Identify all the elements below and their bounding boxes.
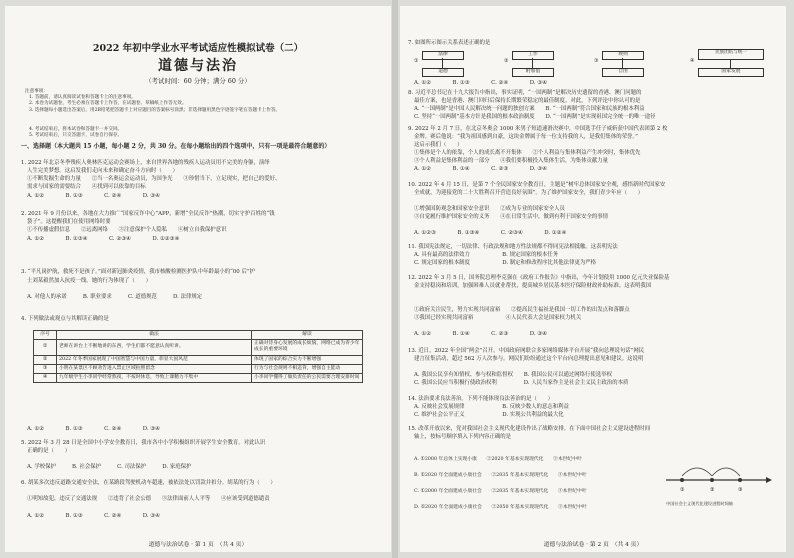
- q4-options: A. ①② B. ①③ C. ②④ D. ③④: [27, 426, 160, 432]
- q10-line: 10. 2022 年 4 月 15 日，是第 7 个全民国家安全教育日，主题是“树牢总体国家安全观，感悟新时代国家安: [408, 182, 666, 188]
- q12-line: 金支持稳岗和培训，加强困难人员就业帮扶，提高城乡居民基本医疗保险财政补助标准。这表明我国: [414, 283, 652, 289]
- q14-line: 14. 法治要求良法善治。下列不能体现良法善治的是（ ）: [408, 396, 554, 402]
- table-header: 解读: [252, 331, 363, 340]
- q14-option: A. 反映社会发展规律 B. 反映少数人的意志和利益: [414, 404, 569, 410]
- q15-line: 15. 改革开放以来，党对我国社会主义现代化建设作出了战略安排。在下面中国社会主义建设进程时间: [408, 426, 651, 432]
- timeline-arc: [712, 468, 740, 476]
- q12-options: A. ①② B. ①④ C. ②③ D. ③④: [414, 331, 547, 337]
- diagram-box: 国家发展: [698, 68, 764, 77]
- page-footer: 道德与法治试卷 · 第 2 页 （共 4 页）: [543, 542, 643, 548]
- diagram-box: 附加值: [512, 68, 554, 77]
- q15-line: 轴上，按标号顺序填入下列内容正确的是: [414, 434, 512, 440]
- q1-line: ①不断发掘生命的力量 ②当一名奥运会运动员，为国争光 ③珍惜当下，立足现实，把自己的爱好、: [27, 176, 281, 182]
- table-cell: 正确对待身心发展的成长烦恼，网络已成为青少年成长的重要环境: [252, 340, 363, 355]
- q9-line: ①集体是个人的依靠，个人的成长离不开集体 ②个人利益与集体利益产生冲突时，集体优先: [414, 150, 641, 156]
- timeline-marker: ①: [680, 487, 685, 493]
- table-row: [34, 374, 363, 383]
- q9-line: ③个人利益是集体利益的一部分 ④我们要积极投入集体生活，为集体贡献力量: [414, 158, 609, 164]
- q4-table: [33, 330, 363, 383]
- q2-line: ①不传播虚假信息 ②远离网络 ③注意保护个人隐私 ④树立自我保护意识: [27, 227, 227, 233]
- q15-option: D. ①2020 年全面建成小康社会 ②2050 年基本实现现代化 ③本世纪中叶: [414, 505, 587, 510]
- q15-option: B. ①2020 年全面建成小康社会 ②2035 年基本实现现代化 ③本世纪中叶: [414, 473, 587, 478]
- table-cell: ④: [34, 374, 57, 383]
- diagram-box: 民族团结与统一: [698, 49, 764, 60]
- q1-options: A. ①② B. ①③ C. ②④ D. ③④: [27, 193, 160, 199]
- q2-options: A. ①② B. ①③④ C. ②③④ D. ①②③④: [27, 236, 180, 242]
- q12-line: 12. 2022 年 3 月 5 日，国务院总理李克强在《政府工作报告》中指出，今年计划使用 1000 亿元失业保险基: [408, 275, 670, 281]
- subject-title: 道德与法治: [158, 58, 238, 74]
- note-item: 3. 选择题每小题选出答案后，用2B铅笔把答题卡上对应题目的答案标号涂黑；非选择题用黑色字迹签字笔在答题卡上作答。: [29, 108, 281, 113]
- q11-option: C. 规定国家的根本制度 D. 制定和修改程序比其他法律更为严格: [414, 260, 597, 266]
- note-item: 5. 考试结束后，只交答题卡，试卷自行保存。: [29, 133, 123, 138]
- q6-line: ①明知故犯，违反了交通法规 ②违背了社会公德 ③法律面前人人平等 ④应该受到道德谴责: [27, 496, 270, 502]
- section-heading: 一、选择题（本大题共 15 小题，每小题 2 分，共 30 分。在每小题给出的四个选项中，只有一项是最符合题意的）: [21, 143, 331, 150]
- q9-line: 这启示我们（ ）: [414, 142, 463, 148]
- q5-options: A. 学校保护 B. 社会保护 C. 司法保护 D. 家庭保护: [27, 464, 192, 470]
- table-row: [34, 340, 363, 355]
- timeline-caption: 中国社会主义现代化建设进程时间轴: [666, 501, 734, 506]
- q8-option: C. 坚持“一国两制”基本方针是我国的根本政治制度 D. “一国两制”是实现祖国完全统一的唯一途径: [414, 114, 656, 120]
- q4-heading: 4. 下列做法或观点与其解读正确的是: [21, 316, 109, 322]
- table-cell: 老师在讲台上不断地讲的东西，学生们都不愿意认真听讲。: [57, 340, 252, 355]
- q15-option: A. ①2000 年总体上实现小康 ②2020 年基本实现现代化 ③本世纪中叶: [414, 457, 582, 462]
- timeline-graphic: [662, 450, 774, 506]
- timeline-arc: [682, 468, 712, 476]
- table-cell: 小明在某景区不顾劝告进入禁止区域拍照留念: [57, 364, 252, 373]
- q13-option: A. 我国公民享有知情权、参与权和监督权 B. 我国公民可以通过网络行使选举权: [414, 372, 612, 378]
- table-cell: ③: [34, 364, 57, 373]
- diagram-connector: [622, 58, 623, 68]
- q3-line: 士刘某毅然加入抗疫一线。她的行为体现了（ ）: [27, 278, 151, 284]
- page-footer: 道德与法治试卷 · 第 1 页 （共 4 页）: [148, 542, 248, 548]
- note-item: 1. 答题前，请认真阅读试卷和答题卡上的注意事项。: [29, 95, 136, 100]
- timeline-node: [738, 478, 742, 482]
- table-cell: 小李同学懂得了做负责任的公民需要合理安排时间: [252, 374, 363, 383]
- timeline-node: [710, 478, 714, 482]
- exam-page-2: [400, 6, 786, 552]
- q6-options: A. ①② B. ①③ C. ②④ D. ③④: [27, 513, 160, 519]
- q13-option: C. 我国公民应当积极行使政治权利 D. 人民当家作主是社会主义民主政治的本质: [414, 380, 629, 386]
- q8-line: 最佳方案，也是香港、澳门回归后保持长期繁荣稳定的最佳制度。对此，下列评论中你认可的是: [414, 98, 641, 104]
- table-row: [34, 364, 363, 373]
- q8-option: A. “一国两制”是中国人民解决统一问题的独创方案 B. “一国两制”符合国家和民族的根本利益: [414, 106, 645, 112]
- diagram-marker: ④: [690, 58, 695, 64]
- table-header: 做法: [57, 331, 252, 340]
- table-cell: 九年级学生小李同学经常熬夜，不按时休息，导致上课精力不集中: [57, 374, 252, 383]
- q15-option: C. ①2000 年全面建成小康社会 ②2035 年基本实现现代化 ③本世纪中叶: [414, 489, 587, 494]
- q5-line: 正确的是（ ）: [27, 448, 71, 454]
- timeline-node: [680, 478, 684, 482]
- q13-line: 13. 近日，2022 年全国“两会”召开，中国政府网联合多家网络媒体平台开展“我向总理说句话”网民: [408, 348, 645, 354]
- q14-option: C. 维护社会公平正义 D. 实现公共利益的最大化: [414, 412, 564, 418]
- q1-line: 1. 2022 年北京冬季残疾人奥林匹克运动会赛场上，来自世界各地的残疾人运动员用不完美的身躯，演绎: [21, 160, 270, 166]
- q6-line: 6. 胡某多次违反道路交通安全法，在某路段驾驶机动车超速，被依法处以罚款并扣分。胡某的行为（ ）: [21, 480, 276, 486]
- exam-title: 2022 年初中学业水平考试适应性模拟试卷（二）: [92, 43, 304, 54]
- q9-options: A. ①② B. ①④ C. ②③ D. ③④: [414, 166, 547, 172]
- note-item: 2. 本卷为试题卷，考生必须在答题卡上作答，在试题卷、草稿纸上作答无效。: [29, 101, 187, 106]
- q10-line: 全成就，为迎接党的二十大胜利召开营造良好氛围”。为了维护国家安全，我们青少年应（ ）: [414, 190, 644, 196]
- diagram-connector: [442, 58, 443, 68]
- q10-line: ①增强国防观念和国家安全意识 ②成为专业的国家安全人员: [414, 206, 565, 212]
- table-header-row: [34, 331, 363, 340]
- note-item: 4. 考试结束后，将本试卷和答题卡一并交回。: [29, 127, 123, 132]
- q7-heading: 7. 如图所示图示关系表述正确的是: [408, 40, 491, 46]
- timeline-arrowhead: [766, 477, 772, 483]
- diagram-box: 法律: [422, 51, 464, 60]
- table-cell: 行为与社会规则不相违背，增强自主能动: [252, 364, 363, 373]
- q11-option: A. 具有最高的法律效力 B. 规定国家的根本任务: [414, 252, 559, 258]
- q2-line: 袋子”。这提醒我们在使用网络时要: [27, 219, 111, 225]
- q12-line: ①政府关注民生，努力实现共同富裕 ②提高民生福祉是我国一切工作的出发点和落脚点: [414, 307, 630, 313]
- timeline-marker: ②: [710, 487, 715, 493]
- q10-line: ③自觉履行维护国家安全的义务 ④在日常生活中，做到有利于国家安全的事情: [414, 214, 609, 220]
- q5-line: 5. 2022 年 3 月 28 日是全国中小学安全教育日，我市各中小学积极组织开展学生安全教育。对此认识: [21, 440, 266, 446]
- q1-line: 人生完美梦想。这启发我们走向未来和确定奋斗方向时（ ）: [27, 168, 178, 174]
- diagram-connector: [532, 58, 533, 68]
- q12-line: ③我国已经实现共同富裕 ④人民代表大会是国家权力机关: [414, 315, 582, 321]
- q13-line: 建言征集活动，超过 562 万人次参与。网民们纷纷通过这个平台向总理提出意见和建议。这说明: [414, 356, 644, 362]
- q1-line: 需求与国家的需要结合 ④找到可以依靠的目标: [27, 184, 146, 190]
- table-row: [34, 355, 363, 364]
- page-gutter: [392, 0, 398, 558]
- table-cell: 2022 年冬季国家展现了中国智慧与中国力量，彰显大国风范: [57, 355, 252, 364]
- q9-line: 9. 2022 年 2 月 7 日，在北京冬奥会 1000 米男子短道速滑决赛中，中国选手任子威斩获中国代表团第 2 枚: [408, 126, 668, 132]
- exam-info: （考试时间：60 分钟；满分 60 分）: [145, 77, 251, 85]
- diagram-marker: ③: [594, 58, 599, 64]
- table-cell: ①: [34, 340, 57, 355]
- diagram-box: 工作: [512, 51, 554, 60]
- table-header: 序号: [34, 331, 57, 340]
- notes-heading: 注意事项：: [25, 89, 48, 94]
- q8-line: 8. 习近平总书记在十九大报告中指出，事实证明，“一国两制”是解决历史遗留的香港、澳门问题的: [408, 90, 642, 96]
- q3-line: 3. “平凡岗护航，救死不是孩子。”面对新冠肺炎疫情，我市核酸检测医护队中年龄最小的“00 后”护: [21, 269, 255, 275]
- diagram-box: 自由: [602, 68, 644, 77]
- diagram-box: 规则: [602, 51, 644, 60]
- q3-options: A. 对他人的承诺 B. 职业要求 C. 道德规范 D. 法律规定: [27, 294, 203, 300]
- table-cell: 体现了国家的综合实力不断增强: [252, 355, 363, 364]
- timeline-marker: ③: [738, 487, 743, 493]
- diagram-connector: [730, 59, 731, 68]
- diagram-marker: ②: [504, 58, 509, 64]
- table-cell: ②: [34, 355, 57, 364]
- q9-line: 金牌。赛后他说：“我为祖国感到自豪，这块金牌属于每一位支持我的人，是我们集体的荣誉。”: [414, 134, 638, 140]
- exam-page-1: [5, 6, 391, 552]
- q2-line: 2. 2021 年 9 月份以来，各地在大力推广“国家反诈中心”APP，新增“全民反诈”热潮，切实守护百姓的“钱: [21, 211, 275, 217]
- diagram-box: 道德: [422, 68, 464, 77]
- q11-line: 11. 我国宪法规定，一切法律、行政法规和地方性法规都不得同宪法相抵触。这表明宪法: [408, 244, 618, 250]
- q7-options: A. ①② B. ①③ C. ②④ D. ③④: [414, 80, 547, 86]
- diagram-marker: ①: [414, 58, 419, 64]
- q10-options: A. ①②③ B. ①③④ C. ②③④ D. ①②④: [414, 230, 567, 236]
